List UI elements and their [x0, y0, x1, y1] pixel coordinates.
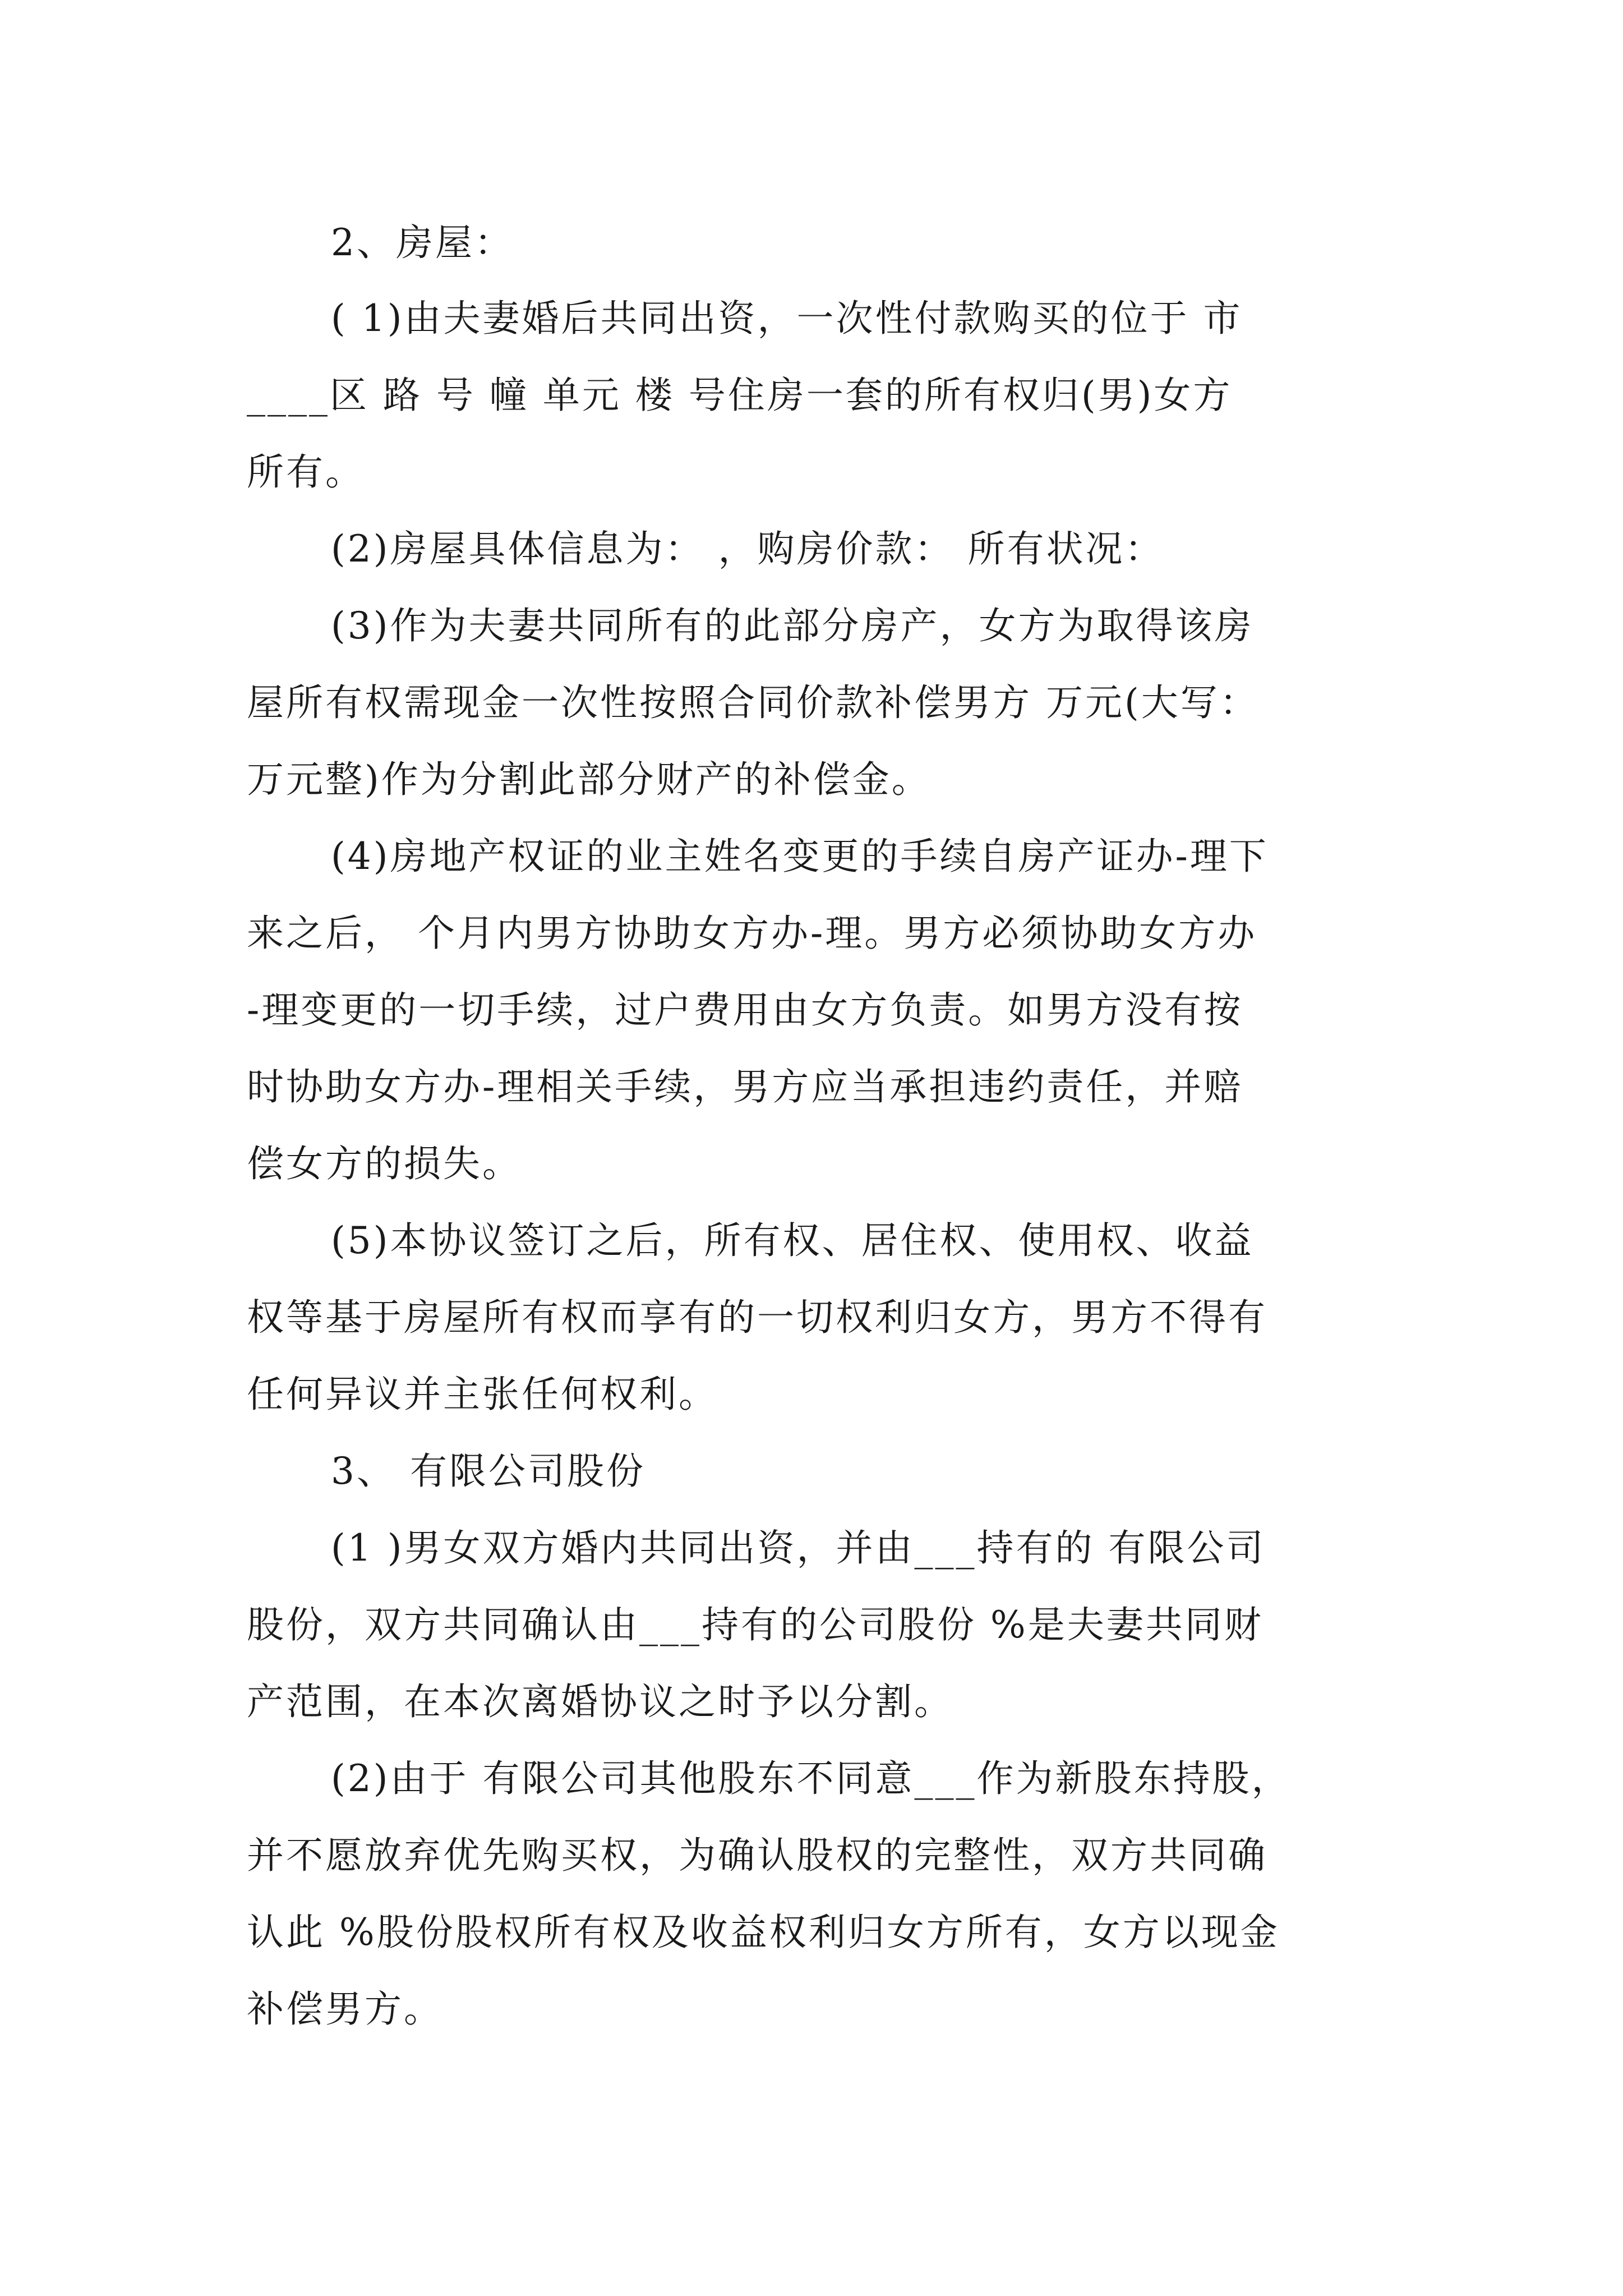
paragraph-line: 补偿男方。	[247, 1987, 443, 2031]
paragraph-line: -理变更的一切手续，过户费用由女方负责。如男方没有按	[247, 988, 1243, 1032]
paragraph-line: 万元整)作为分割此部分财产的补偿金。	[247, 758, 931, 801]
paragraph-line: 来之后， 个月内男方协助女方办-理。男方必须协助女方办	[247, 912, 1257, 955]
paragraph-line: ( 1)由夫妻婚后共同出资，一次性付款购买的位于 市	[331, 297, 1243, 340]
paragraph-line: 并不愿放弃优先购买权，为确认股权的完整性，双方共同确	[247, 1834, 1267, 1877]
paragraph-line: 认此 %股份股权所有权及收益权利归女方所有，女方以现金	[247, 1911, 1280, 1954]
paragraph-line: (3)作为夫妻共同所有的此部分房产，女方为取得该房	[331, 604, 1254, 647]
paragraph-line: (2)由于 有限公司其他股东不同意___作为新股东持股，	[331, 1757, 1291, 1800]
paragraph-line: (4)房地产权证的业主姓名变更的手续自房产证办-理下	[331, 835, 1269, 878]
paragraph-line: 所有。	[247, 450, 365, 494]
paragraph-line: 产范围，在本次离婚协议之时予以分割。	[247, 1680, 953, 1723]
paragraph-line: 股份，双方共同确认由___持有的公司股份 %是夫妻共同财	[247, 1603, 1264, 1646]
paragraph-line: (2)房屋具体信息为： ，购房价款： 所有状况：	[331, 527, 1164, 570]
section-heading-house: 2、房屋：	[331, 221, 514, 264]
paragraph-line: ____区 路 号 幢 单元 楼 号住房一套的所有权归(男)女方	[247, 374, 1233, 417]
paragraph-line: 任何异议并主张任何权利。	[247, 1373, 718, 1416]
paragraph-line: 偿女方的损失。	[247, 1142, 522, 1185]
section-heading-shares: 3、 有限公司股份	[331, 1450, 645, 1493]
paragraph-line: (1 )男女双方婚内共同出资，并由___持有的 有限公司	[331, 1526, 1266, 1570]
paragraph-line: 屋所有权需现金一次性按照合同价款补偿男方 万元(大写：	[247, 681, 1259, 724]
paragraph-line: (5)本协议签订之后，所有权、居住权、使用权、收益	[331, 1219, 1254, 1262]
paragraph-line: 时协助女方办-理相关手续，男方应当承担违约责任，并赔	[247, 1065, 1243, 1108]
paragraph-line: 权等基于房屋所有权而享有的一切权利归女方，男方不得有	[247, 1296, 1267, 1339]
